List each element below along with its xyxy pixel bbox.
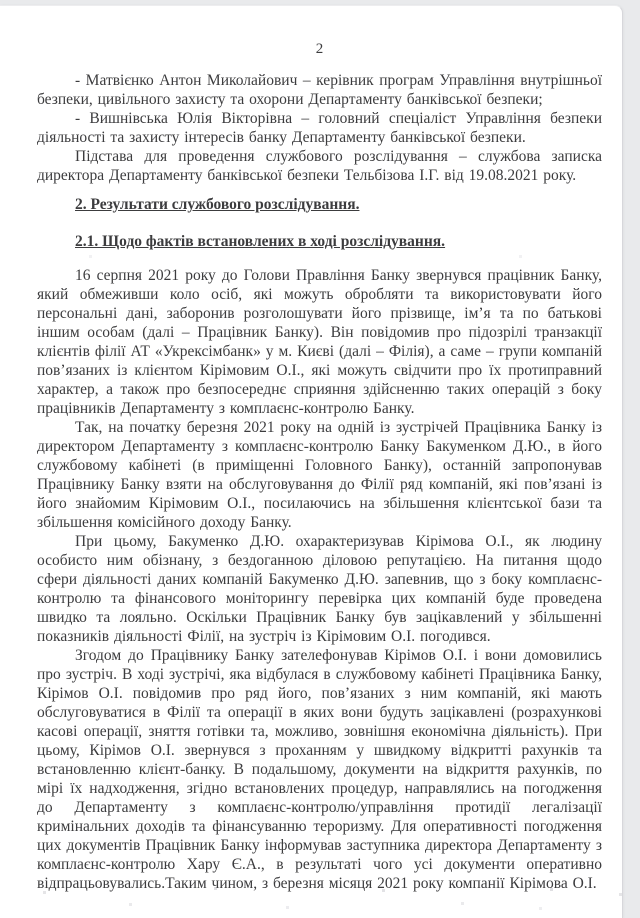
paragraph: Так, на початку березня 2021 року на одній із зустрічей Працівника Банку із директором Департаменту з комплаєнс-контролю Банку Бакуменком Д.Ю., в його службовому кабінеті (в приміщенні Головного Банку), останній запропонував Працівнику Банку взяти на обслуговування до Філії ряд компаній, які пов’язані із його знайомим Кірімовим О.І., посилаючись на збільшення клієнтської бази та збільшення комісійного доходу Банку. xyxy=(37,419,602,531)
paragraph: При цьому, Бакуменко Д.Ю. охарактеризував Кірімова О.І., як людину особисто ним обізнану, з бездоганною діловою репутацією. На питання щодо сфери діяльності даних компаній Бакуменко Д.Ю. запевнив, що з боку комплаєнс-контролю та фінансового моніторингу перевірка цих компаній буде проведена швидко та лояльно. Оскільки Працівник Банку був зацікавлений у збільшенні показників діяльності Філії, на зустріч із Кірімовим О.І. погодився. xyxy=(37,533,602,645)
page-number: 2 xyxy=(315,41,324,57)
subsection-heading: 2.1. Щодо фактів встановлених в ході розслідування. xyxy=(75,233,446,250)
page-content xyxy=(0,6,622,893)
document-page xyxy=(0,5,623,918)
section-heading: 2. Результати службового розслідування. xyxy=(75,196,360,213)
list-item: - Вишнівська Юлія Вікторівна – головний спеціаліст Управління безпеки діяльності та захисту інтересів банку Департаменту банківської безпеки. xyxy=(37,110,602,146)
paragraph: Згодом до Працівнику Банку зателефонував Кірімов О.І. і вони домовились про зустріч. В ході зустрічі, яка відбулася в службовому кабінеті Працівника Банку, Кірімов О.І. повідомив про ряд його, пов’язаних з ним компаній, які мають обслуговуватися в Філії та операції в яких вони будуть зацікавлені (розрахункові касові операції, зняття готівки та, можливо, зовнішня економічна діяльність). При цьому, Кірімов О.І. звернувся з проханням у швидкому відкритті рахунків та встановленню клієнт-банку. В подальшому, документи на відкриття рахунків, по мірі їх надходження, згідно встановлених процедур, направлялись на погодження до Департаменту з комплаєнс-контролю/управління протидії легалізації кримінальних доходів та фінансуванню тероризму. Для оперативності погодження цих документів Працівник Банку інформував заступника директора Департаменту з комплаєнс-контролю Хару Є.А., в результаті чого усі документи оперативно відпрацьовувались.Таким чином, з березня місяця 2021 року компанії Кірімова О.І. xyxy=(37,647,602,892)
list-item: - Матвієнко Антон Миколайович – керівник програм Управління внутрішньої безпеки, цивільного захисту та охорони Департаменту банківської безпеки; xyxy=(37,72,602,108)
paragraph: Підстава для проведення службового розслідування – службова записка директора Департаменту банківської безпеки Тельбізова І.Г. від 19.08.2021 року. xyxy=(37,148,602,184)
scan-noise xyxy=(0,6,1,7)
paragraph: 16 серпня 2021 року до Голови Правління Банку звернувся працівник Банку, який обмеживши коло осіб, які можуть обробляти та використовувати його персональні дані, заборонив розголошувати його прізвище, ім’я та по батькові іншим особам (далі – Працівник Банку). Він повідомив про підозрілі транзакції клієнтів філії АТ «Укрексімбанк» у м. Києві (далі – Філія), а саме – групи компаній пов’язаних із клієнтом Кірімовим О.І., які можуть свідчити про їх протиправний характер, а також про безпосереднє сприяння здійсненню таких операцій з боку працівників Департаменту з комплаєнс-контролю Банку. xyxy=(37,267,602,417)
